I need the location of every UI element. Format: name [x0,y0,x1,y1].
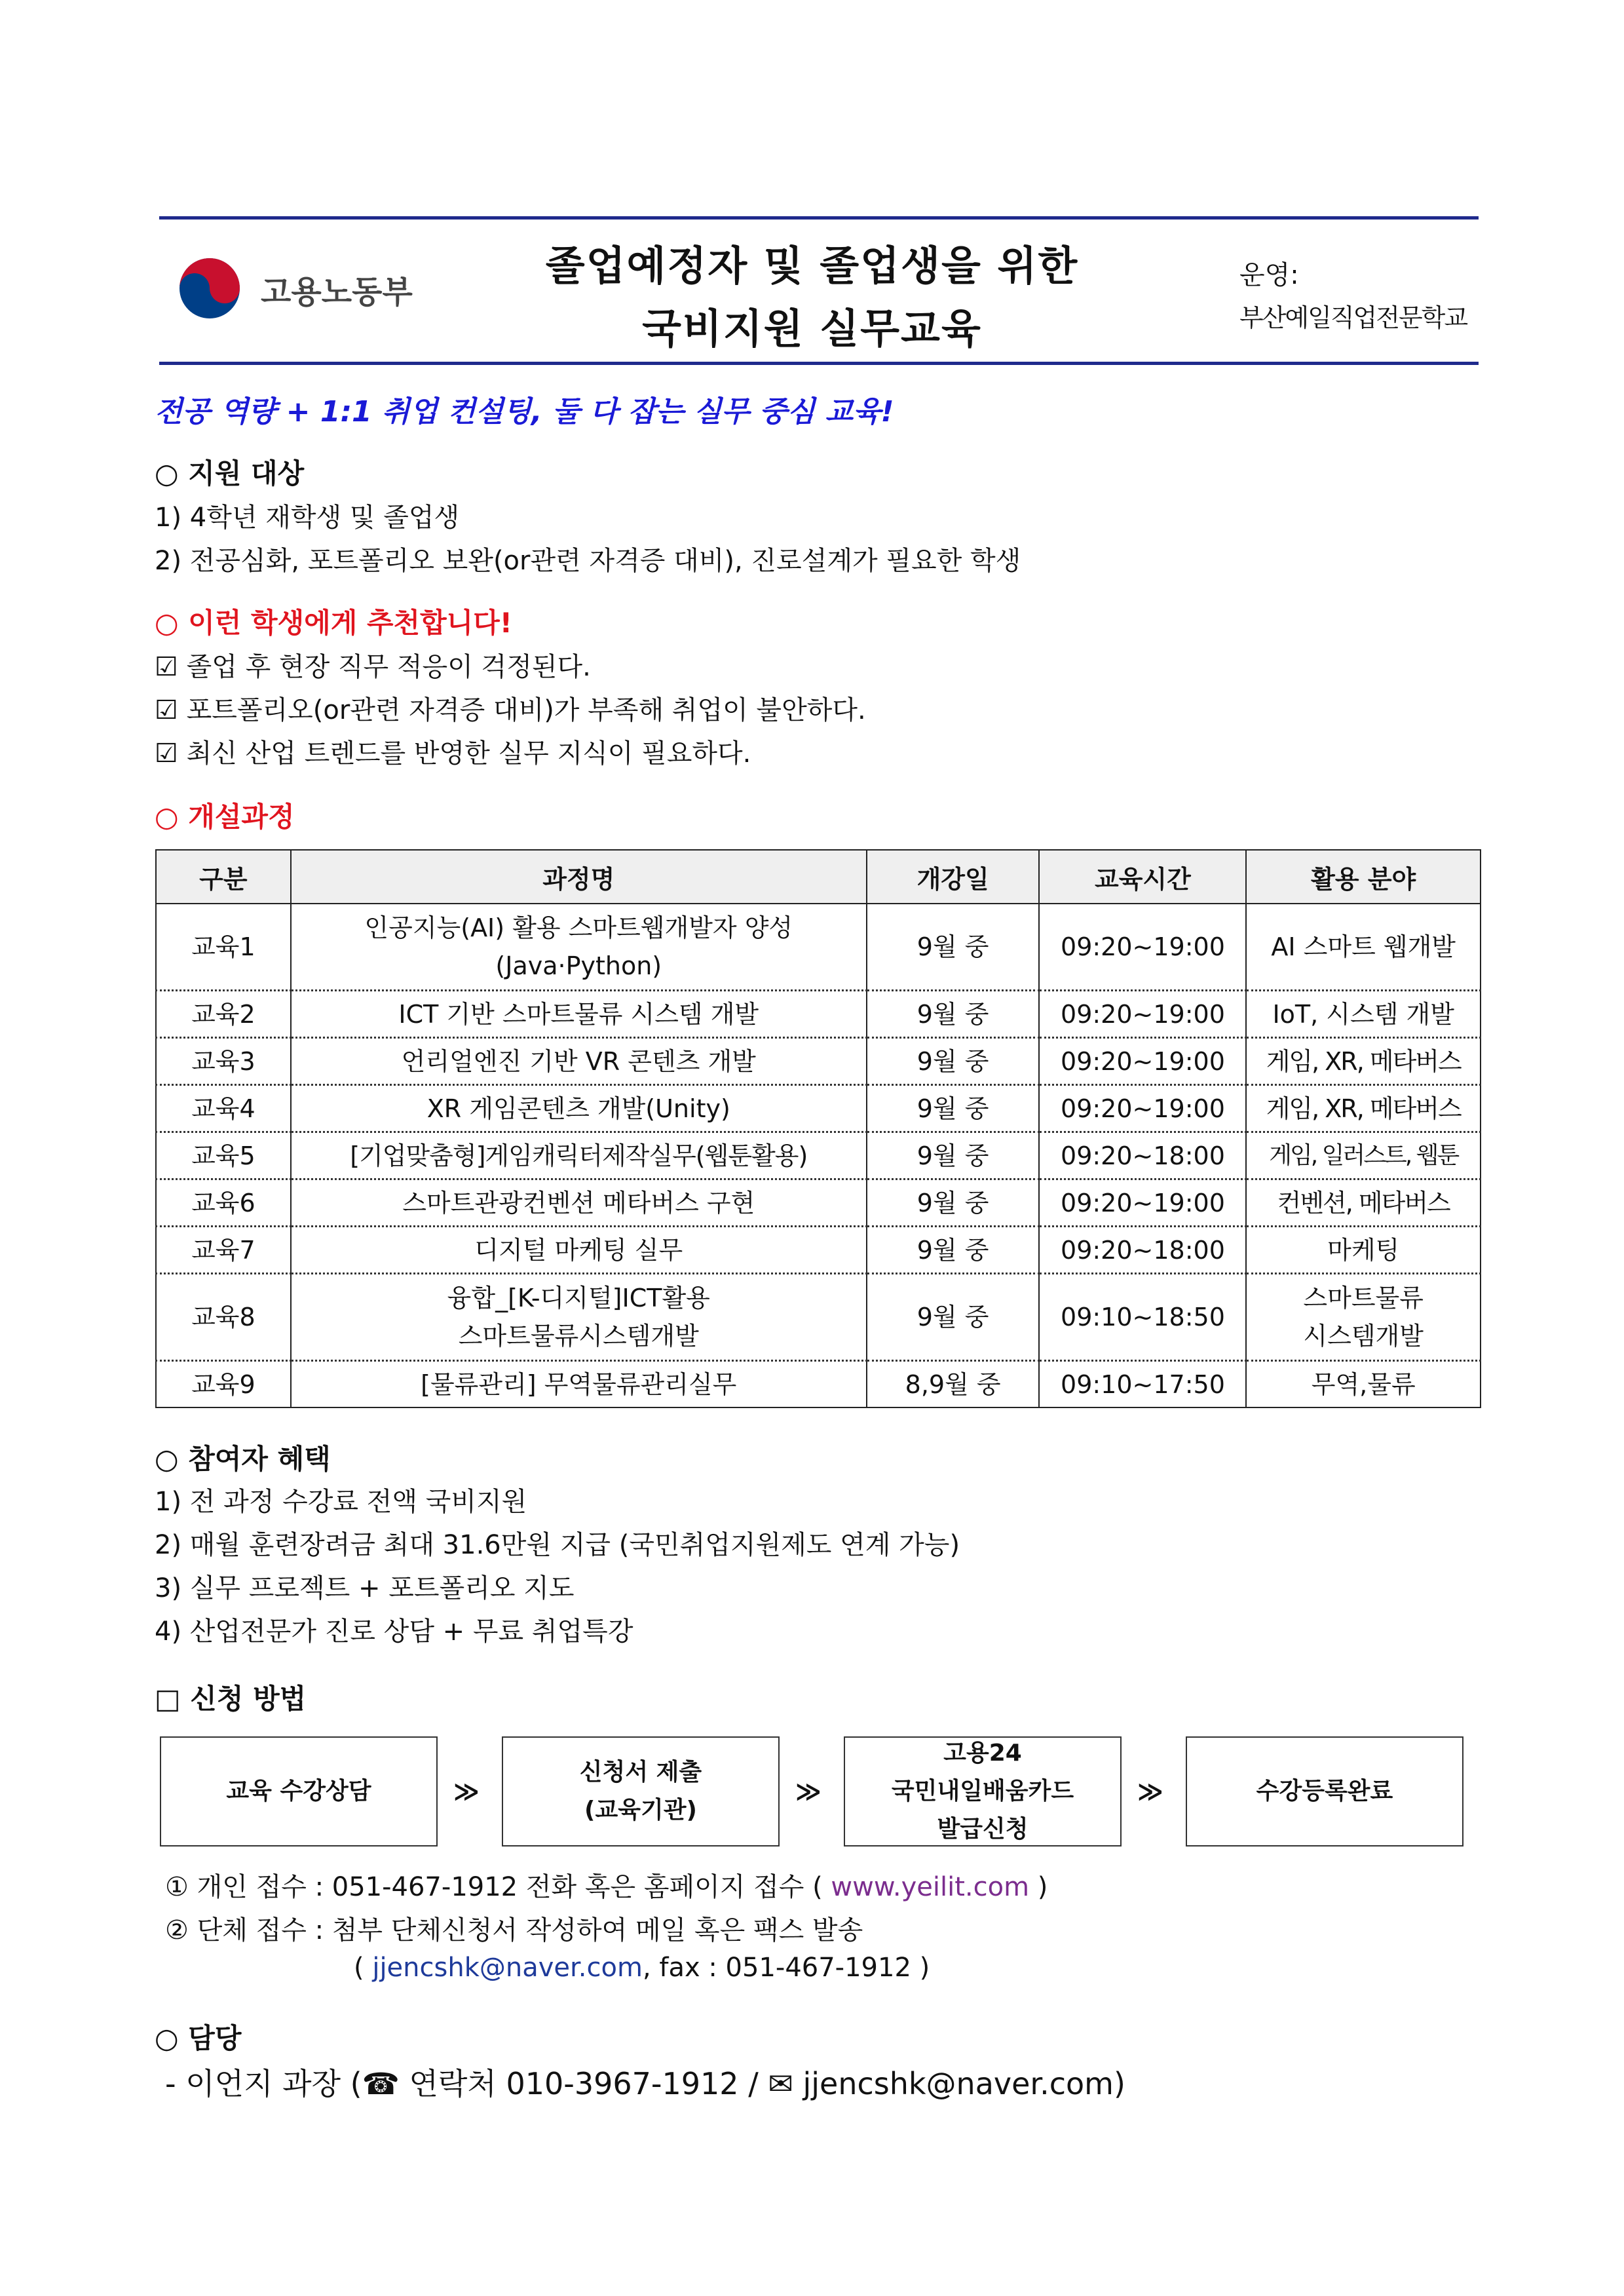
apply-step-line: 국민내일배움카드 [891,1778,1074,1805]
course-time: 09:10~18:50 [1039,1274,1246,1361]
table-header-row [156,850,1481,904]
recommend-item: ☑ 포트폴리오(or관련 자격증 대비)가 부족해 취업이 불안하다. [155,695,866,725]
course-field: 게임, 일러스트, 웹툰 [1246,1132,1481,1179]
header-bottom-rule [159,362,1479,365]
course-start: 9월 중 [867,904,1040,991]
apply-step-line: 수강등록완료 [1256,1778,1393,1805]
course-start: 9월 중 [867,1085,1040,1132]
course-name: [물류관리] 무역물류관리실무 [291,1361,867,1408]
course-start: 9월 중 [867,1227,1040,1274]
course-start: 9월 중 [867,1038,1040,1085]
table-row [156,1085,1481,1132]
table-row [156,1227,1481,1274]
apply-step-submit [502,1736,780,1846]
col-header: 과정명 [291,850,867,904]
course-id: 교육9 [156,1361,291,1408]
recommend-item: ☑ 졸업 후 현장 직무 적응이 걱정된다. [155,652,591,682]
course-name: 스마트관광컨벤션 메타버스 구현 [291,1179,867,1227]
course-field: AI 스마트 웹개발 [1246,904,1481,991]
table-row [156,1179,1481,1227]
course-id: 교육8 [156,1274,291,1361]
course-name-line: 인공지능(AI) 활용 스마트웹개발자 양성 [364,913,793,942]
col-header: 구분 [156,850,291,904]
course-id: 교육6 [156,1179,291,1227]
benefit-item: 1) 전 과정 수강료 전액 국비지원 [155,1487,527,1517]
course-name-line: 융합_[K-디지털]ICT활용 [447,1284,710,1312]
table-row [156,991,1481,1038]
apply-step-line: 신청서 제출 [579,1759,702,1786]
course-name: [기업맞춤형]게임캐릭터제작실무(웹툰활용) [291,1132,867,1179]
table-row [156,1361,1481,1408]
course-name-line: 스마트물류시스템개발 [458,1322,699,1350]
course-start: 9월 중 [867,1179,1040,1227]
apply-arrow: ≫ [795,1777,821,1806]
tagline: 전공 역량 + 1:1 취업 컨설팅, 둘 다 잡는 실무 중심 교육! [155,395,894,429]
page-title-line1: 졸업예정자 및 졸업생을 위한 [545,242,1079,290]
course-id: 교육2 [156,991,291,1038]
individual-apply-text: ① 개인 접수 : 051-467-1912 전화 혹은 홈페이지 접수 ( [165,1872,823,1902]
course-field: 무역,물류 [1246,1361,1481,1408]
course-field-line: 스마트물류 [1303,1284,1424,1312]
ministry-name: 고용노동부 [261,274,413,311]
course-start: 9월 중 [867,1274,1040,1361]
course-field: 컨벤션, 메타버스 [1246,1179,1481,1227]
courses-table [155,849,1481,1408]
course-time: 09:20~18:00 [1039,1227,1246,1274]
course-field: IoT, 시스템 개발 [1246,991,1481,1038]
individual-apply-close: ) [1037,1872,1048,1902]
apply-step-line: (교육기관) [584,1797,697,1824]
course-start: 9월 중 [867,991,1040,1038]
course-id: 교육5 [156,1132,291,1179]
apply-step-card [844,1736,1122,1846]
benefit-item: 4) 산업전문가 진로 상담 + 무료 취업특강 [155,1617,633,1647]
contact-heading: ○ 담당 [155,2022,242,2054]
course-id: 교육7 [156,1227,291,1274]
course-name [291,904,867,991]
target-item: 2) 전공심화, 포트폴리오 보완(or관련 자격증 대비), 진로설계가 필요한 학생 [155,546,1021,576]
operator-name: 부산예일직업전문학교 [1239,303,1467,332]
course-time: 09:10~17:50 [1039,1361,1246,1408]
target-heading: ○ 지원 대상 [155,457,305,489]
course-time: 09:20~19:00 [1039,904,1246,991]
courses-heading: ○ 개설과정 [155,801,295,833]
target-item: 1) 4학년 재학생 및 졸업생 [155,503,460,533]
course-field: 게임, XR, 메타버스 [1246,1038,1481,1085]
course-name: ICT 기반 스마트물류 시스템 개발 [291,991,867,1038]
course-id: 교육4 [156,1085,291,1132]
course-id: 교육3 [156,1038,291,1085]
table-row [156,1132,1481,1179]
course-field: 게임, XR, 메타버스 [1246,1085,1481,1132]
course-name: 디지털 마케팅 실무 [291,1227,867,1274]
apply-step-line: 발급신청 [937,1816,1029,1843]
benefit-item: 2) 매월 훈련장려금 최대 31.6만원 지급 (국민취업지원제도 연계 가능) [155,1530,960,1560]
col-header: 활용 분야 [1246,850,1481,904]
group-apply: ② 단체 접수 : 첨부 단체신청서 작성하여 메일 혹은 팩스 발송 [165,1915,863,1945]
fax-number: , fax : 051-467-1912 ) [642,1953,930,1983]
course-field [1246,1274,1481,1361]
course-name: XR 게임콘텐츠 개발(Unity) [291,1085,867,1132]
apply-step-consult [160,1736,438,1846]
course-field: 마케팅 [1246,1227,1481,1274]
table-row [156,1274,1481,1361]
course-field-line: 시스템개발 [1303,1322,1424,1350]
recommend-heading: ○ 이런 학생에게 추천합니다! [155,607,512,639]
col-header: 개강일 [867,850,1040,904]
table-row [156,1038,1481,1085]
email-link[interactable]: jjencshk@naver.com [372,1953,643,1983]
homepage-link[interactable]: www.yeilit.com [831,1872,1030,1902]
course-id: 교육1 [156,904,291,991]
header-top-rule [159,216,1479,220]
course-time: 09:20~19:00 [1039,1085,1246,1132]
table-row [156,904,1481,991]
contact-line: - 이언지 과장 (☎ 연락처 010-3967-1912 / ✉ jjencshk@naver.com) [165,2066,1125,2101]
group-apply-open: ( [354,1953,364,1983]
col-header: 교육시간 [1039,850,1246,904]
page-title-line2: 국비지원 실무교육 [642,305,982,353]
course-name [291,1274,867,1361]
course-start: 8,9월 중 [867,1361,1040,1408]
course-time: 09:20~19:00 [1039,1179,1246,1227]
benefits-heading: ○ 참여자 혜택 [155,1443,331,1475]
benefit-item: 3) 실무 프로젝트 + 포트폴리오 지도 [155,1573,575,1603]
apply-step-line: 교육 수강상담 [226,1778,371,1805]
apply-heading: □ 신청 방법 [155,1683,307,1715]
apply-step-line: 고용24 [943,1740,1022,1767]
apply-step-complete [1186,1736,1463,1846]
course-start: 9월 중 [867,1132,1040,1179]
apply-arrow: ≫ [1137,1777,1163,1806]
apply-arrow: ≫ [453,1777,480,1806]
course-name-line: (Java·Python) [495,951,662,980]
recommend-item: ☑ 최신 산업 트렌드를 반영한 실무 지식이 필요하다. [155,738,751,769]
group-apply-contact [354,1953,930,1983]
course-time: 09:20~19:00 [1039,1038,1246,1085]
course-time: 09:20~18:00 [1039,1132,1246,1179]
operator-label: 운영: [1239,260,1299,290]
individual-apply [165,1866,1048,1904]
course-time: 09:20~19:00 [1039,991,1246,1038]
course-name: 언리얼엔진 기반 VR 콘텐츠 개발 [291,1038,867,1085]
